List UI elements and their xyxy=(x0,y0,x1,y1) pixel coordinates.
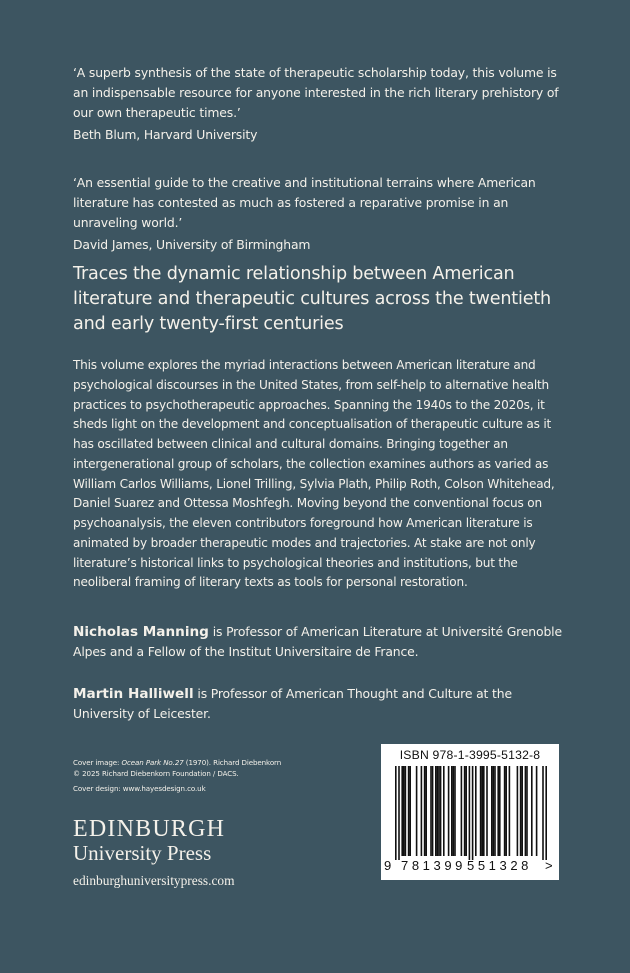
publisher-subname: University Press xyxy=(73,841,212,865)
cover-image-credit xyxy=(73,758,333,769)
barcode-bars xyxy=(381,764,559,860)
barcode-bar xyxy=(408,766,410,856)
barcode-bar xyxy=(464,766,466,856)
artwork-title: Ocean Park No.27 xyxy=(121,758,184,767)
publisher-name: EDINBURGH xyxy=(73,816,226,842)
barcode-bar xyxy=(453,766,455,856)
quote-text: ‘A superb synthesis of the state of therapeutic scholarship today, this volume is an indispensable resource for anyone interested in the rich literary prehistory of our own therapeutic times.’ xyxy=(73,65,559,120)
editor-name: Martin Halliwell xyxy=(73,686,194,702)
barcode-guard-bar xyxy=(469,766,471,860)
barcode-bar xyxy=(424,766,426,856)
isbn-digits xyxy=(381,858,559,876)
barcode-bar xyxy=(461,766,463,856)
barcode-bar xyxy=(475,766,477,856)
isbn-digit-group: 551328 xyxy=(467,858,532,873)
editor-bio xyxy=(73,622,563,662)
barcode-bar xyxy=(435,766,437,856)
isbn-digit-group: 9 xyxy=(384,858,392,873)
barcode-guard-bar xyxy=(545,766,547,860)
barcode-bar xyxy=(505,766,507,856)
barcode-bar xyxy=(486,766,488,856)
endorsement-quote xyxy=(73,173,563,255)
barcode-guard-bar xyxy=(398,766,400,860)
barcode-bar xyxy=(504,766,506,856)
barcode-bar xyxy=(497,766,499,856)
barcode-bar xyxy=(494,766,496,856)
editor-bio-text: is Professor of American Thought and Culture at the University of Leicester. xyxy=(73,686,512,721)
isbn-barcode xyxy=(381,744,559,880)
barcode-bar xyxy=(421,766,423,856)
editor-name: Nicholas Manning xyxy=(73,624,209,640)
isbn-digit-group: 781399 xyxy=(401,858,466,873)
barcode-bar xyxy=(451,766,453,856)
barcode-bar xyxy=(437,766,439,856)
copyright-line: © 2025 Richard Diebenkorn Foundation / DACS. xyxy=(73,768,239,778)
isbn-digit-group: > xyxy=(545,858,553,873)
credit-prefix: Cover image: xyxy=(73,758,122,767)
cover-design-credit: Cover design: www.hayesdesign.co.uk xyxy=(73,784,206,793)
quote-attribution: Beth Blum, Harvard University xyxy=(73,127,258,142)
barcode-bar xyxy=(493,766,495,856)
barcode-bar xyxy=(480,766,482,856)
barcode-bar xyxy=(403,766,405,856)
quote-text: ‘An essential guide to the creative and institutional terrains where American literature has contested as much as fostered a reparative promise in an unraveling world.’ xyxy=(73,175,536,230)
barcode-bar xyxy=(520,766,522,856)
barcode-bar xyxy=(465,766,467,856)
barcode-guard-bar xyxy=(395,766,397,860)
barcode-bar xyxy=(509,766,511,856)
barcode-guard-bar xyxy=(542,766,544,860)
barcode-bar xyxy=(499,766,501,856)
barcode-bar xyxy=(521,766,523,856)
barcode-bar xyxy=(425,766,427,856)
barcode-bar xyxy=(438,766,440,856)
book-description: This volume explores the myriad interactions between American literature and psychological discourses in the United States, from self-help to alternative health practices to psychotherapeutic approaches. Spanning the 1940s to the 2020s, it sheds light on the development and conceptualisation of therapeutic culture as it has oscillated between clinical and cultural domains. Bringing together an intergenerational group of scholars, the collection examines authors as varied as William Carlos Williams, Lionel Trilling, Sylvia Plath, Philip Roth, Colson Whitehead, Daniel Suarez and Ottessa Moshfegh. Moving beyond the conventional focus on psychoanalysis, the eleven contributors foreground how American literature is animated by broader therapeutic modes and trajectories. At stake are not only literature’s historical links to psychological theories and institutions, but the neoliberal framing of literary texts as tools for personal restoration. xyxy=(73,358,555,590)
endorsement-quote xyxy=(73,63,563,145)
credit-suffix: (1970). Richard Diebenkorn xyxy=(183,758,282,767)
editor-bio-text: is Professor of American Literature at Université Grenoble Alpes and a Fellow of the Institut Universitaire de France. xyxy=(73,624,562,659)
publisher-logo xyxy=(73,816,235,890)
cover-credits xyxy=(73,758,333,795)
barcode-bar xyxy=(401,766,403,856)
barcode-bar xyxy=(430,766,432,856)
barcode-bar xyxy=(448,766,450,856)
barcode-bar xyxy=(517,766,519,856)
barcode-bar xyxy=(432,766,434,856)
quote-attribution: David James, University of Birmingham xyxy=(73,237,311,252)
barcode-bar xyxy=(525,766,527,856)
barcode-bar xyxy=(526,766,528,856)
barcode-bar xyxy=(531,766,533,856)
barcode-bar xyxy=(536,766,538,856)
barcode-guard-bar xyxy=(472,766,474,860)
barcode-bar xyxy=(491,766,493,856)
barcode-bar xyxy=(409,766,411,856)
barcode-bar xyxy=(481,766,483,856)
tagline: Traces the dynamic relationship between American literature and therapeutic cultures across the twentieth and early twenty-first centuries xyxy=(73,264,551,334)
barcode-bar xyxy=(416,766,418,856)
barcode-bar xyxy=(440,766,442,856)
publisher-url: edinburghuniversitypress.com xyxy=(73,873,235,888)
barcode-bar xyxy=(443,766,445,856)
editor-bio xyxy=(73,684,563,724)
barcode-bar xyxy=(483,766,485,856)
isbn-label: ISBN 978-1-3995-5132-8 xyxy=(399,748,541,762)
barcode-bar xyxy=(454,766,456,856)
barcode-bar xyxy=(405,766,407,856)
